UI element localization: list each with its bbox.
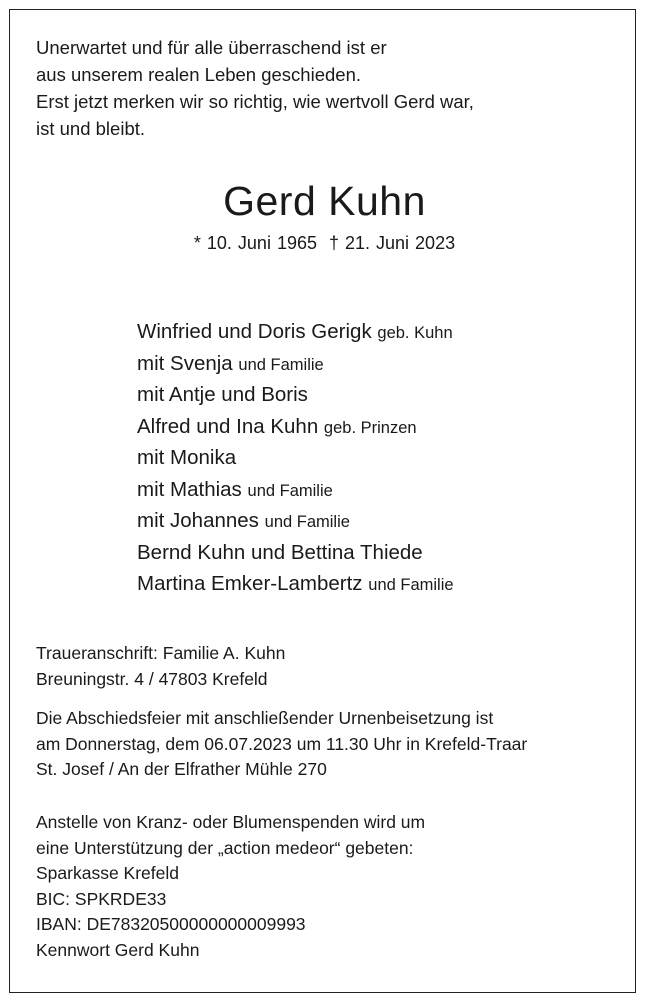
family-member-note: geb. Kuhn — [377, 324, 453, 342]
family-member-name: mit Monika — [137, 446, 237, 469]
family-member — [137, 317, 454, 349]
donation-info — [36, 810, 425, 963]
ceremony-line: Die Abschiedsfeier mit anschließender Urnenbeisetzung ist — [36, 708, 494, 728]
family-member-note: und Familie — [238, 355, 324, 374]
address-line: Traueranschrift: Familie A. Kuhn — [36, 643, 286, 663]
family-list — [137, 317, 454, 601]
family-member — [137, 412, 454, 444]
life-dates — [0, 233, 649, 254]
family-member-name: mit Johannes — [137, 509, 259, 532]
family-member-name: Bernd Kuhn und Bettina Thiede — [137, 540, 423, 564]
donation-line: Anstelle von Kranz- oder Blumenspenden wird um — [36, 812, 426, 832]
donation-line: eine Unterstützung der „action medeor“ gebeten: — [36, 837, 414, 858]
deceased-name: Gerd Kuhn — [223, 178, 426, 224]
intro-text — [36, 34, 474, 142]
ceremony-line: St. Josef / An der Elfrather Mühle 270 — [36, 759, 327, 779]
family-member-name: Martina Emker-Lambertz — [137, 572, 363, 595]
donation-line: BIC: SPKRDE33 — [36, 888, 167, 909]
mourning-address — [36, 641, 285, 692]
intro-line: aus unserem realen Leben geschieden. — [36, 64, 362, 85]
family-member — [137, 475, 454, 507]
family-member-name: mit Antje und Boris — [137, 383, 308, 406]
address-line: Breuningstr. 4 / 47803 Krefeld — [36, 668, 268, 689]
donation-line: Sparkasse Krefeld — [36, 863, 179, 883]
family-member-name: Winfried und Doris Gerigk — [137, 320, 372, 343]
birth-date: * 10. Juni 1965 — [193, 233, 317, 253]
death-date: † 21. Juni 2023 — [328, 233, 456, 253]
family-member — [137, 349, 454, 381]
family-member — [137, 443, 454, 475]
family-member — [137, 506, 454, 538]
family-member — [137, 538, 454, 570]
intro-line: ist und bleibt. — [36, 118, 146, 139]
intro-line: Erst jetzt merken wir so richtig, wie wertvoll Gerd war, — [36, 91, 474, 112]
intro-line: Unerwartet und für alle überraschend ist er — [36, 37, 387, 58]
donation-line: IBAN: DE78320500000000009993 — [36, 914, 306, 934]
family-member-note: und Familie — [368, 576, 454, 594]
family-member-note: und Familie — [247, 481, 333, 500]
family-member-note: geb. Prinzen — [323, 418, 417, 437]
ceremony-line: am Donnerstag, dem 06.07.2023 um 11.30 Uhr in Krefeld-Traar — [36, 733, 528, 754]
donation-line: Kennwort Gerd Kuhn — [36, 939, 200, 960]
family-member-name: mit Svenja — [137, 351, 233, 375]
family-member-name: mit Mathias — [137, 477, 242, 501]
family-member-note: und Familie — [264, 513, 350, 531]
family-member — [137, 380, 454, 412]
family-member-name: Alfred und Ina Kuhn — [137, 414, 319, 438]
family-member — [137, 569, 454, 601]
ceremony-info — [36, 706, 527, 783]
